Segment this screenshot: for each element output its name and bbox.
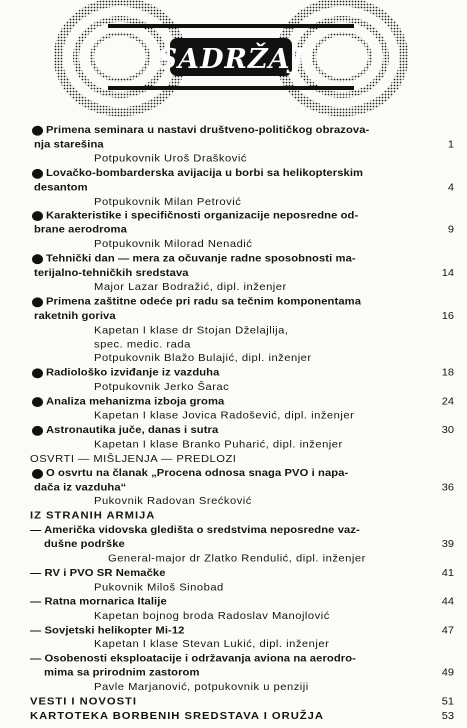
entry-title: nja starešina <box>34 139 104 150</box>
bullet-marker <box>32 254 43 264</box>
page-number: 41 <box>441 567 454 579</box>
page-number: 4 <box>447 182 454 193</box>
page-number: 51 <box>441 696 454 708</box>
entry-title: desantom <box>34 182 88 193</box>
page-number: 16 <box>441 310 454 322</box>
bullet-marker <box>32 397 43 407</box>
entry-author: Kapetan I klase dr Stojan Dželajlija, <box>94 324 289 336</box>
entry-author: General-major dr Zlatko Rendulić, dipl. inženjer <box>108 553 366 565</box>
page-number: 47 <box>441 624 454 636</box>
bullet-marker <box>32 169 43 179</box>
entry-title: — RV i PVO SR Nemačke <box>30 567 166 579</box>
entry-title: raketnih goriva <box>34 310 116 322</box>
page-number: 30 <box>441 424 454 436</box>
bullet-marker <box>32 369 43 379</box>
entry-author: Kapetan I klase Jovica Radošević, dipl. inženjer <box>94 410 355 422</box>
entry-title: — Američka vidovska gledišta o sredstvima neposredne vaz- <box>30 524 360 536</box>
bullet-marker <box>32 212 43 222</box>
entry-author: Potpukovnik Blažo Bulajić, dipl. inženjer <box>94 353 312 365</box>
bullet-marker <box>32 426 43 436</box>
entry-author: Potpukovnik Jerko Šarac <box>94 382 230 393</box>
page-number: 18 <box>441 367 454 379</box>
page-number: 49 <box>441 667 454 679</box>
section-heading: KARTOTEKA BORBENIH SREDSTAVA I ORUŽJA <box>30 710 324 722</box>
page-number: 39 <box>441 539 454 550</box>
header-title: SADRŽAJ <box>157 44 305 75</box>
entry-title: Tehnički dan — mera za očuvanje radne sposobnosti ma- <box>46 253 356 265</box>
entry-author: Pukovnik Radovan Srećković <box>94 496 252 508</box>
entry-author: Pukovnik Miloš Sinobad <box>94 582 224 593</box>
entry-title: — Ratna mornarica Italije <box>30 596 167 608</box>
section-label: OSVRTI — MIŠLJENJA — PREDLOZI <box>30 453 237 465</box>
entry-author: Potpukovnik Milorad Nenadić <box>94 239 253 250</box>
page-number: 9 <box>447 224 454 236</box>
entry-author: spec. medic. rada <box>94 339 191 350</box>
entry-title: dača iz vazduha“ <box>34 482 127 493</box>
table-of-contents <box>0 13 467 722</box>
entry-title: Primena zaštitne odeće pri radu sa tečnim komponentama <box>46 296 362 308</box>
entry-title: Lovačko-bombarderska avijacija u borbi sa helikopterskim <box>46 167 364 179</box>
entry-author: Kapetan bojnog broda Radoslav Manojlović <box>94 610 330 622</box>
page-number: 1 <box>447 139 454 150</box>
entry-title: — Sovjetski helikopter Mi-12 <box>30 624 185 636</box>
entry-author: Pavle Marjanović, potpukovnik u penziji <box>94 682 309 693</box>
section-heading: VESTI I NOVOSTI <box>30 696 138 708</box>
bullet-marker <box>32 126 43 136</box>
entry-title: Radiološko izviđanje iz vazduha <box>46 367 220 379</box>
entry-author: Major Lazar Bodražić, dipl. inženjer <box>94 282 287 293</box>
section-heading: IZ STRANIH ARMIJA <box>30 510 156 522</box>
entry-title: mima sa prirodnim zastorom <box>44 667 200 679</box>
page-number: 36 <box>441 482 454 493</box>
entry-title: dušne podrške <box>44 539 125 550</box>
entry-title: Analiza mehanizma izboja groma <box>46 396 225 408</box>
page-number: 53 <box>441 710 454 722</box>
page-number: 44 <box>441 596 454 608</box>
entry-author: Kapetan I klase Stevan Lukić, dipl. inženjer <box>94 639 330 650</box>
page-number: 24 <box>441 396 454 408</box>
entry-title: Astronautika juče, danas i sutra <box>46 424 219 436</box>
page-number: 14 <box>441 267 454 279</box>
entry-author: Potpukovnik Uroš Drašković <box>94 153 247 165</box>
bullet-marker <box>32 297 43 307</box>
entry-title: terijalno-tehničkih sredstava <box>34 267 189 279</box>
entry-title: Primena seminara u nastavi društveno-političkog obrazova- <box>46 124 370 136</box>
entry-author: Potpukovnik Milan Petrović <box>94 196 242 208</box>
entry-title: O osvrtu na članak „Procena odnosa snaga PVO i napa- <box>46 467 349 479</box>
entry-title: — Osobenosti eksploatacije i održavanja aviona na aerodro- <box>30 653 356 665</box>
entry-author: Kapetan I klase Branko Puharić, dipl. inženjer <box>94 439 343 450</box>
entry-title: Karakteristike i specifičnosti organizacije neposredne od- <box>46 210 359 222</box>
bullet-marker <box>32 469 43 479</box>
entry-title: brane aerodroma <box>34 224 127 236</box>
